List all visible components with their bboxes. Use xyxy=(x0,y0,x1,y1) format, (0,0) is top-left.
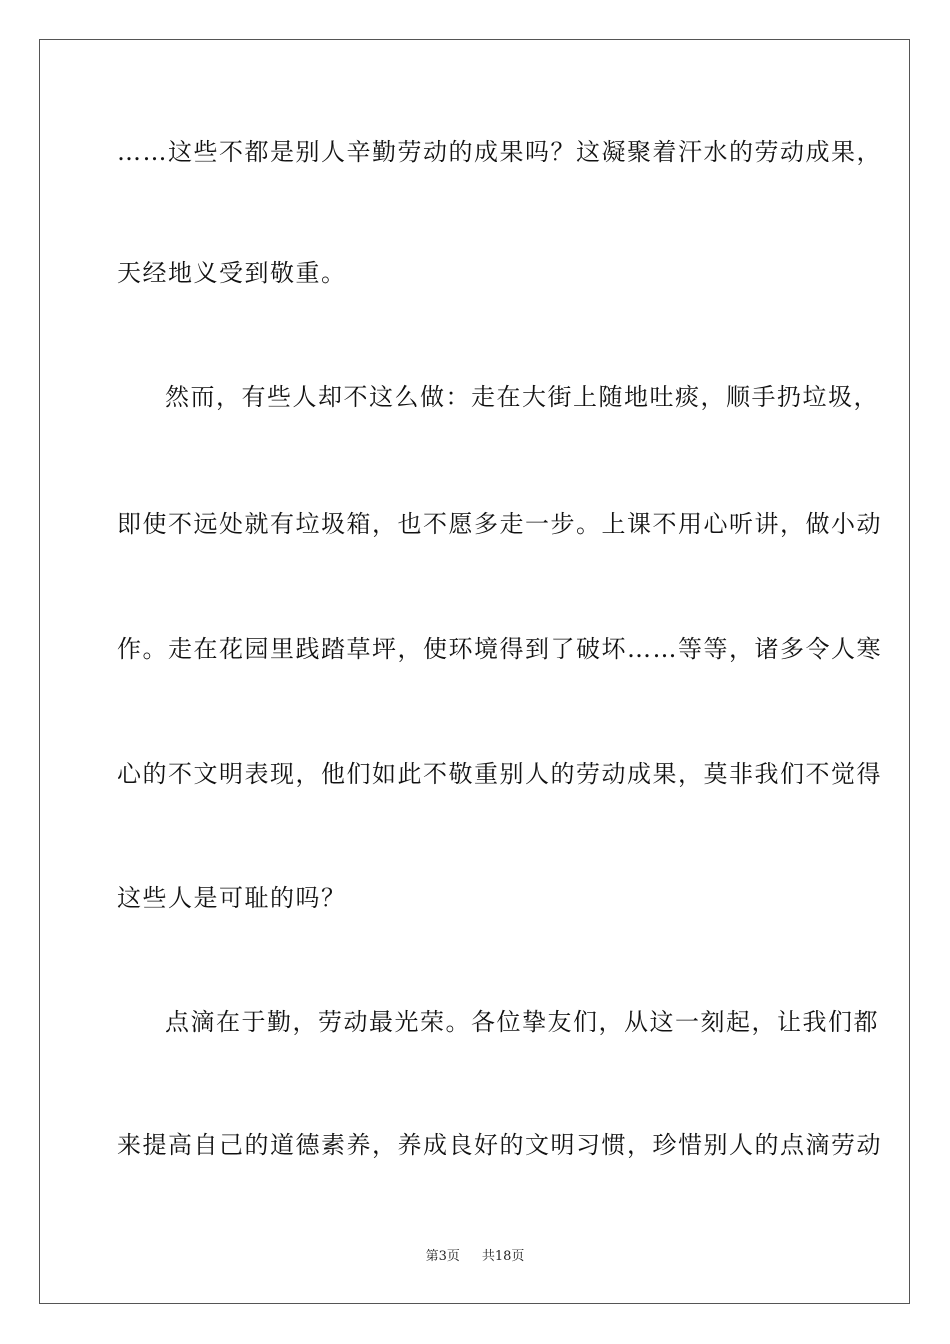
body-text-line: 来提高自己的道德素养，养成良好的文明习惯，珍惜别人的点滴劳动 xyxy=(117,1131,882,1159)
body-text-line: 天经地义受到敬重。 xyxy=(117,259,347,287)
body-text-line: ……这些不都是别人辛勤劳动的成果吗？这凝聚着汗水的劳动成果， xyxy=(117,138,882,166)
paragraph-start-line: 点滴在于勤，劳动最光荣。各位挚友们，从这一刻起，让我们都 xyxy=(165,1008,879,1036)
page-number: 第3页 xyxy=(425,1249,460,1264)
body-text-line: 心的不文明表现，他们如此不敬重别人的劳动成果，莫非我们不觉得 xyxy=(117,760,882,788)
page-footer xyxy=(0,1249,950,1265)
paragraph-start-line: 然而，有些人却不这么做：走在大街上随地吐痰，顺手扔垃圾， xyxy=(165,383,879,411)
body-text-line: 这些人是可耻的吗？ xyxy=(117,884,347,912)
page-frame xyxy=(39,39,910,1304)
body-text-line: 作。走在花园里践踏草坪，使环境得到了破坏……等等，诸多令人寒 xyxy=(117,635,882,663)
body-text-line: 即使不远处就有垃圾箱，也不愿多走一步。上课不用心听讲，做小动 xyxy=(117,510,882,538)
page-total: 共18页 xyxy=(481,1249,525,1264)
